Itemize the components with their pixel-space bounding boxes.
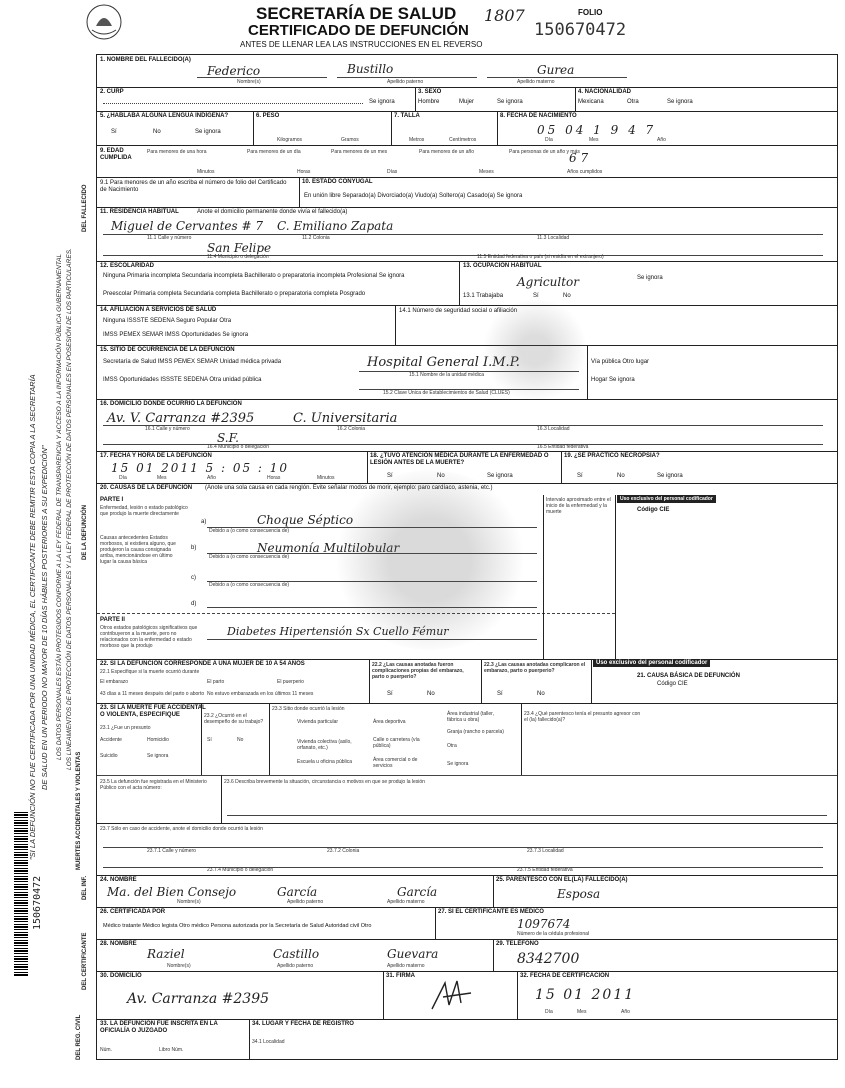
defuncion-calle: Av. V. Carranza #2395 xyxy=(107,411,255,426)
nationality-mexicana[interactable]: Mexicana xyxy=(578,99,604,105)
field20-label: 20. CAUSAS DE LA DEFUNCIÓN xyxy=(100,485,193,491)
fecha-cert-value: 15 01 2011 xyxy=(535,987,636,1003)
intervalo-label: Intervalo aproximado entre el inicio de la enfermedad y la muerte xyxy=(546,497,611,515)
residencia-municipio: San Felipe xyxy=(207,241,272,255)
section-registro: DEL REG. CIVIL xyxy=(76,1014,82,1060)
cedula-caption: Número de la cédula profesional xyxy=(517,931,589,937)
talla-m: Metros xyxy=(409,137,425,143)
certificante-nombre: Raziel xyxy=(147,947,185,961)
curp-se-ignora[interactable]: Se ignora xyxy=(369,99,395,105)
line-a: a) xyxy=(201,519,207,525)
field5-label: 5. ¿HABLABA ALGUNA LENGUA INDÍGENA? xyxy=(100,113,229,119)
q23-se-ignora[interactable]: Se ignora xyxy=(147,753,169,759)
coat-of-arms-seal xyxy=(84,2,124,42)
q23-s7[interactable]: Área industrial (taller, fábrica u obra) xyxy=(447,711,494,723)
lengua-si[interactable]: Sí xyxy=(111,129,117,135)
trabajaba-label: 13.1 Trabajaba xyxy=(463,293,504,299)
cedula-value: 1097674 xyxy=(517,917,571,931)
q22-3-si[interactable]: Sí xyxy=(497,691,503,697)
field15-label: 15. SITIO DE OCURRENCIA DE LA DEFUNCIÓN xyxy=(100,347,235,353)
sex-se-ignora-option[interactable]: Se ignora xyxy=(497,99,523,105)
side-legal-line2: DE SALUD EN UN PERIODO NO MAYOR DE 10 DÍAS HÁBILES POSTERIORES A SU EXPEDICIÓN" xyxy=(40,445,49,790)
dom-c2: 16.2 Colonia xyxy=(337,426,366,432)
q23-s8[interactable]: Granja (rancho o parcela) xyxy=(447,729,504,735)
edad-c5: Años cumplidos xyxy=(567,169,603,175)
edad-c1: Minutos xyxy=(197,169,215,175)
death-datetime-value: 15 01 2011 5 : 05 : 10 xyxy=(111,461,290,475)
ocupacion-se-ignora[interactable]: Se ignora xyxy=(637,275,663,281)
sitio-opts1[interactable]: Secretaría de Salud IMSS PEMEX SEMAR Unidad médica privada xyxy=(103,359,282,365)
sitio-c1: 15.1 Nombre de la unidad médica xyxy=(409,372,485,378)
sitio-c2: 15.2 Clave Única de Establecimientos de Salud (CLUES) xyxy=(383,390,510,396)
birth-anio: Año xyxy=(657,137,666,143)
atencion-no[interactable]: No xyxy=(437,473,445,479)
parte2-value: Diabetes Hipertensión Sx Cuello Fémur xyxy=(227,625,449,638)
header-title: SECRETARÍA DE SALUD xyxy=(256,4,457,23)
death-horas: Horas xyxy=(267,475,281,481)
cert-dia: Día xyxy=(545,1009,553,1015)
registro-libro: Libro Núm. xyxy=(159,1047,184,1053)
residencia-colonia: C. Emiliano Zapata xyxy=(277,219,394,233)
q23-5: 23.5 La defunción fue registrada en el Ministerio Público con el acta número: xyxy=(100,779,207,791)
codificador-band: Uso exclusivo del personal codificador xyxy=(593,659,710,667)
side-legal-line3: LOS DATOS PERSONALES ESTÁN PROTEGIDOS CONFORME A LA LEY FEDERAL DE TRANSPARENCIA Y ACCESO A LA INFORMACIÓN PÚBLICA GUBERNAMENTAL xyxy=(56,253,63,760)
domicilio-value: Av. Carranza #2395 xyxy=(127,991,270,1007)
section-defuncion: DE LA DEFUNCIÓN xyxy=(82,504,88,560)
registro-num: Núm. xyxy=(100,1047,112,1053)
q22-o2[interactable]: El parto xyxy=(207,679,225,685)
dom-c1: 16.1 Calle y número xyxy=(145,426,190,432)
res-c3: 11.3 Localidad xyxy=(537,235,570,241)
field21-cie: Código CIE xyxy=(657,681,688,687)
q23-s6[interactable]: Área comercial o de servicios xyxy=(373,757,418,769)
field27-label: 27. SI EL CERTIFICANTE ES MÉDICO xyxy=(438,909,544,915)
field12-label: 12. ESCOLARIDAD xyxy=(100,263,155,269)
nss-label: 14.1 Número de seguridad social o afiliación xyxy=(399,308,518,314)
q23-3: 23.3 Sitio donde ocurrió la lesión xyxy=(272,706,345,712)
edad-c2: Horas xyxy=(297,169,311,175)
field28-label: 28. NOMBRE xyxy=(100,941,137,947)
death-anio: Año xyxy=(207,475,216,481)
informante-materno: García xyxy=(397,885,438,899)
q22-o4[interactable]: 43 días a 11 meses después del parto o aborto xyxy=(100,691,205,697)
q22-o1[interactable]: El embarazo xyxy=(100,679,129,685)
peso-kg: Kilogramos xyxy=(277,137,303,143)
field6-label: 6. PESO xyxy=(256,113,280,119)
q22-2: 22.2 ¿Las causas anotadas fueron complicaciones propias del embarazo, parto o puerperio? xyxy=(372,662,464,680)
escolaridad-opts2[interactable]: Preescolar Primaria completa Secundaria completa Bachillerato o preparatoria completa Posgrado xyxy=(103,291,366,297)
peso-g: Gramos xyxy=(341,137,359,143)
field29-label: 29. TELÉFONO xyxy=(496,941,539,947)
q23-s5[interactable]: Calle o carretera (vía pública) xyxy=(373,737,420,749)
atencion-si[interactable]: Sí xyxy=(387,473,393,479)
sitio-right1[interactable]: Vía pública Otro lugar xyxy=(591,359,650,365)
side-legal-line1: "SI LA DEFUNCIÓN NO FUE CERTIFICADA POR UNA UNIDAD MÉDICA, EL CERTIFICANTE DEBE REMITIR ESTA COPIA A LA SECRETARÍA xyxy=(28,374,37,860)
line-b: b) xyxy=(191,545,197,551)
death-dia: Día xyxy=(119,475,127,481)
official-stamp-1 xyxy=(330,470,530,650)
caption-paterno: Apellido paterno xyxy=(387,79,424,85)
q23-2-no[interactable]: No xyxy=(237,737,244,743)
official-stamp-2 xyxy=(480,300,590,400)
edad-u2: Para menores de un día xyxy=(247,149,301,155)
informante-nombre: Ma. del Bien Consejo xyxy=(107,885,237,899)
line-c: c) xyxy=(191,575,196,581)
registro-localidad: 34.1 Localidad xyxy=(252,1039,285,1045)
field3-label: 3. SEXO xyxy=(418,89,442,95)
field8-label: 8. FECHA DE NACIMIENTO xyxy=(500,113,577,119)
ocupacion-value: Agricultor xyxy=(517,275,579,289)
field10-label: 10. ESTADO CONYUGAL xyxy=(302,179,373,185)
section-accidentes: MUERTES ACCIDENTALES Y VIOLENTAS xyxy=(76,751,82,870)
nationality-se-ignora[interactable]: Se ignora xyxy=(667,99,693,105)
q23-2-si[interactable]: Sí xyxy=(207,737,212,743)
field4-label: 4. NACIONALIDAD xyxy=(578,89,632,95)
consec2: Debido a (o como consecuencia de) xyxy=(209,554,290,560)
field26-label: 26. CERTIFICADA POR xyxy=(100,909,166,915)
uso-exclusivo-band: Uso exclusivo del personal codificador xyxy=(617,495,716,503)
consec3: Debido a (o como consecuencia de) xyxy=(209,582,290,588)
cert-cap1: Nombre(s) xyxy=(167,963,191,969)
field2-label: 2. CURP xyxy=(100,89,124,95)
side-legal-line4: LOS LINEAMIENTOS DE PROTECCIÓN DE DATOS PERSONALES Y LA LEY FEDERAL DE PROTECCIÓN DE DATOS PERSONALES EN POSESIÓN DE LOS PARTICULARES. xyxy=(66,248,73,770)
section-certificante: DEL CERTIFICANTE xyxy=(82,932,88,990)
parentesco-value: Esposa xyxy=(557,887,601,901)
death-min: Minutos xyxy=(317,475,335,481)
acc-c1: 23.7.1 Calle y número xyxy=(147,848,196,854)
q23-homicidio[interactable]: Homicidio xyxy=(147,737,169,743)
q23-s2[interactable]: Vivienda colectiva (asilo, orfanato, etc.) xyxy=(297,739,352,751)
handwritten-year: 1807 xyxy=(484,6,525,25)
field31-label: 31. FIRMA xyxy=(386,973,416,979)
field9-label: 9. EDAD CUMPLIDA xyxy=(100,148,132,161)
q23-6: 23.6 Describa brevemente la situación, circunstancia o motivos en que se produjo la lesión xyxy=(224,779,425,785)
field19-label: 19. ¿SE PRACTICÓ NECROPSIA? xyxy=(564,453,660,459)
certificada-opts[interactable]: Médico tratante Médico legista Otro médico Persona autorizada por la Secretaría de Salud Autoridad civil Otro xyxy=(103,923,372,929)
conyugal-options[interactable]: En unión libre Separado(a) Divorciado(a) Viudo(a) Soltero(a) Casado(a) Se ignora xyxy=(304,193,523,199)
field30-label: 30. DOMICILIO xyxy=(100,973,142,979)
dom-c3: 16.3 Localidad xyxy=(537,426,570,432)
q22-o5[interactable]: No estuvo embarazada en los últimos 11 meses xyxy=(207,691,314,697)
cert-mes: Mes xyxy=(577,1009,587,1015)
edad-c3: Días xyxy=(387,169,398,175)
res-c5: 11.5 Entidad federativa o país (si residía en el extranjero) xyxy=(477,254,604,260)
codigo-cie-label: Código CIE xyxy=(637,507,670,513)
sitio-right2[interactable]: Hogar Se ignora xyxy=(591,377,635,383)
field20-hint: (Anote una sola causa en cada renglón. Evite señalar modos de morir, ejemplo: paro cardíaco, astenia, etc.) xyxy=(205,485,493,491)
deceased-maternal: Gurea xyxy=(537,63,575,77)
field18-label: 18. ¿TUVO ATENCIÓN MÉDICA DURANTE LA ENFERMEDAD O LESIÓN ANTES DE LA MUERTE? xyxy=(370,453,549,466)
telefono-value: 8342700 xyxy=(517,951,580,967)
signature-image xyxy=(427,975,487,1015)
nationality-otra[interactable]: Otra xyxy=(627,99,639,105)
field25-label: 25. PARENTESCO CON EL(LA) FALLECIDO(A) xyxy=(496,877,628,883)
afiliacion-opts2[interactable]: IMSS PEMEX SEMAR IMSS Oportunidades Se ignora xyxy=(103,332,249,338)
certificante-paterno: Castillo xyxy=(273,947,320,961)
q23-2: 23.2 ¿Ocurrió en el desempeño de su trabajo? xyxy=(204,713,264,725)
afiliacion-opts1[interactable]: Ninguna ISSSTE SEDENA Seguro Popular Otra xyxy=(103,318,232,324)
field21-label: 21. CAUSA BÁSICA DE DEFUNCIÓN xyxy=(637,673,740,679)
folio-label: FOLIO xyxy=(578,8,603,17)
sex-hombre-option[interactable]: Hombre xyxy=(418,99,440,105)
q23-accidente[interactable]: Accidente xyxy=(100,737,122,743)
talla-cm: Centímetros xyxy=(449,137,477,143)
field11-label: 11. RESIDENCIA HABITUAL xyxy=(100,209,179,215)
field17-label: 17. FECHA Y HORA DE LA DEFUNCIÓN xyxy=(100,453,212,459)
cert-anio: Año xyxy=(621,1009,630,1015)
edad-c4: Meses xyxy=(479,169,494,175)
field91-label: 9.1 Para menores de un año escriba el número de folio del Certificado de Nacimiento xyxy=(100,180,287,193)
acc-c5: 23.7.5 Entidad federativa xyxy=(517,867,573,873)
q22-3: 22.3 ¿Las causas anotadas complicaron el embarazo, parto o puerperio? xyxy=(484,662,586,674)
q23-s10[interactable]: Se ignora xyxy=(447,761,469,767)
q23-s1[interactable]: Vivienda particular xyxy=(297,719,339,725)
parte2-label: PARTE II xyxy=(100,617,125,623)
trabajaba-si[interactable]: Sí xyxy=(533,293,539,299)
certificante-materno: Guevara xyxy=(387,947,439,961)
consec1: Debido a (o como consecuencia de) xyxy=(209,528,290,534)
res-c4: 11.4 Municipio o delegación xyxy=(207,254,269,260)
cert-cap3: Apellido materno xyxy=(387,963,425,969)
parte1-desc: Enfermedad, lesión o estado patológico que produjo la muerte directamente xyxy=(100,505,188,517)
inf-cap3: Apellido materno xyxy=(387,899,425,905)
header-instruction: ANTES DE LLENAR LEA LAS INSTRUCCIONES EN EL REVERSO xyxy=(240,40,483,49)
field24-label: 24. NOMBRE xyxy=(100,877,137,883)
causas-desc: Causas antecedentes Estados morbosos, si existiera alguno, que produjeron la causa consignada arriba, mencionándose en último lugar la causa básica xyxy=(100,535,176,565)
dom-c5: 16.5 Entidad federativa xyxy=(537,444,589,450)
field13-label: 13. OCUPACIÓN HABITUAL xyxy=(463,263,542,269)
field1-label: 1. NOMBRE DEL FALLECIDO(A) xyxy=(100,57,191,63)
field23-label: 23. SI LA MUERTE FUE ACCIDENTAL O VIOLENTA, ESPECIFIQUE xyxy=(100,705,206,718)
edad-value: 6 7 xyxy=(569,151,589,165)
field14-label: 14. AFILIACIÓN A SERVICIOS DE SALUD xyxy=(100,307,217,313)
unidad-medica-value: Hospital General I.M.P. xyxy=(367,355,520,370)
sitio-opts2[interactable]: IMSS Oportunidades ISSSTE SEDENA Otra unidad pública xyxy=(103,377,262,383)
atencion-se-ignora[interactable]: Se ignora xyxy=(487,473,513,479)
lengua-se-ignora[interactable]: Se ignora xyxy=(195,129,221,135)
necropsia-si[interactable]: Sí xyxy=(577,473,583,479)
q23-7: 23.7 Sólo en caso de accidente, anote el domicilio donde ocurrió la lesión xyxy=(100,826,263,832)
inf-cap1: Nombre(s) xyxy=(177,899,201,905)
residencia-calle: Miguel de Cervantes # 7 xyxy=(111,219,263,233)
res-c2: 11.2 Colonia xyxy=(302,235,330,241)
caption-nombre: Nombre(s) xyxy=(237,79,261,85)
parte2-desc: Otros estados patológicos significativos que contribuyeron a la muerte, pero no relacionados con la enfermedad o estado morboso que la produjo xyxy=(100,625,198,649)
necropsia-no[interactable]: No xyxy=(617,473,625,479)
header-subtitle: CERTIFICADO DE DEFUNCIÓN xyxy=(248,22,469,39)
inf-cap2: Apellido paterno xyxy=(287,899,324,905)
deceased-paternal: Bustillo xyxy=(347,62,394,76)
q22-o3[interactable]: El puerperio xyxy=(277,679,304,685)
field32-label: 32. FECHA DE CERTIFICACIÓN xyxy=(520,973,610,979)
field7-label: 7. TALLA xyxy=(394,113,420,119)
caption-materno: Apellido materno xyxy=(517,79,555,85)
q23-s9[interactable]: Otra xyxy=(447,743,457,749)
q23-s4[interactable]: Área deportiva xyxy=(373,719,406,725)
edad-u1: Para menores de una hora xyxy=(147,149,207,155)
sex-mujer-option[interactable]: Mujer xyxy=(459,99,475,105)
q23-suicidio[interactable]: Suicidio xyxy=(100,753,118,759)
cause-a-value: Choque Séptico xyxy=(257,513,354,527)
barcode-number: 150670472 xyxy=(32,875,43,930)
field22-label: 22. SI LA DEFUNCIÓN CORRESPONDE A UNA MUJER DE 10 A 54 AÑOS xyxy=(100,661,305,667)
q22-1: 22.1 Especifique si la muerte ocurrió durante xyxy=(100,669,200,675)
defuncion-colonia: C. Universitaria xyxy=(293,411,398,426)
line-d: d) xyxy=(191,601,197,607)
field34-label: 34. LUGAR Y FECHA DE REGISTRO xyxy=(252,1021,354,1027)
field16-label: 16. DOMICILIO DONDE OCURRIÓ LA DEFUNCIÓN xyxy=(100,401,242,407)
q22-2-si[interactable]: Sí xyxy=(387,691,393,697)
defuncion-municipio: S.F. xyxy=(217,431,239,445)
edad-u5: Para personas de un año y más xyxy=(509,149,580,155)
death-mes: Mes xyxy=(157,475,167,481)
escolaridad-opts1[interactable]: Ninguna Primaria incompleta Secundaria incompleta Bachillerato o preparatoria incompleta Profesional Se ignora xyxy=(103,273,405,279)
birth-date-value: 05 04 1 9 4 7 xyxy=(537,123,657,137)
q23-1: 23.1 ¿Fue un presunto xyxy=(100,725,151,731)
acc-c3: 23.7.3 Localidad xyxy=(527,848,564,854)
q22-2-no[interactable]: No xyxy=(427,691,435,697)
q23-s3[interactable]: Escuela u oficina pública xyxy=(297,759,353,765)
folio-number: 150670472 xyxy=(534,20,627,40)
lengua-no[interactable]: No xyxy=(153,129,161,135)
section-informante: DEL INF. xyxy=(82,875,88,900)
q22-3-no[interactable]: No xyxy=(537,691,545,697)
field11-hint: Anote el domicilio permanente donde vivía el fallecido(a) xyxy=(197,209,348,215)
section-fallecido: DEL FALLECIDO xyxy=(82,184,88,232)
field33-label: 33. LA DEFUNCIÓN FUE INSCRITA EN LA OFICIALÍA O JUZGADO xyxy=(100,1021,218,1034)
cause-b-value: Neumonía Multilobular xyxy=(257,541,400,555)
necropsia-se-ignora[interactable]: Se ignora xyxy=(657,473,683,479)
birth-mes: Mes xyxy=(589,137,599,143)
res-c1: 11.1 Calle y número xyxy=(147,235,192,241)
dom-c4: 16.4 Municipio o delegación xyxy=(207,444,269,450)
edad-u4: Para menores de un año xyxy=(419,149,475,155)
barcode xyxy=(14,812,28,977)
acc-c4: 23.7.4 Municipio o delegación xyxy=(207,867,274,873)
trabajaba-no[interactable]: No xyxy=(563,293,571,299)
q23-4: 23.4 ¿Qué parentesco tenía el presunto agresor con el (la) fallecido(a)? xyxy=(524,711,641,723)
deceased-first-name: Federico xyxy=(207,64,261,78)
informante-paterno: García xyxy=(277,885,318,899)
edad-u3: Para menores de un mes xyxy=(331,149,388,155)
acc-c2: 23.7.2 Colonia xyxy=(327,848,360,854)
parte1-label: PARTE I xyxy=(100,497,124,503)
birth-dia: Día xyxy=(545,137,553,143)
cert-cap2: Apellido paterno xyxy=(277,963,314,969)
